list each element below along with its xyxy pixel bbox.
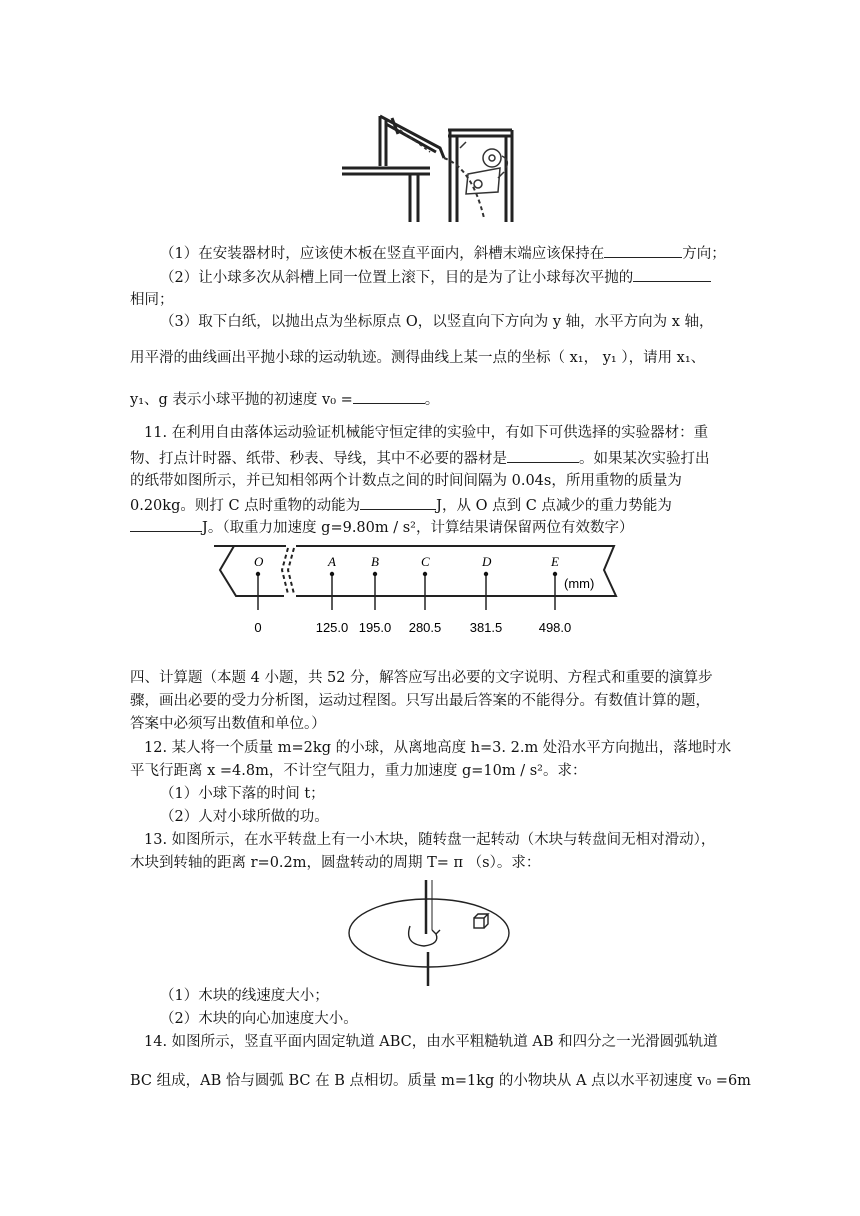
answer-blank[interactable] [130,516,202,532]
tape-point-dot [256,572,260,576]
q12-line2: 平飞行距离 x =4.8m，不计空气阻力，重力加速度 g=10m / s²。求： [130,763,587,779]
q10-sub2: （2）让小球多次从斜槽上同一位置上滚下，目的是为了让小球每次平抛的 [160,266,711,288]
q14-line1: 14. 如图所示，竖直平面内固定轨道 ABC，由水平粗糙轨道 AB 和四分之一光滑圆弧轨道 [144,1034,718,1050]
tape-value-label: 195.0 [358,620,392,635]
q14-line2: BC 组成，AB 恰与圆弧 BC 在 B 点相切。质量 m=1kg 的小物块从 A 点以水平初速度 v₀ =6m [130,1073,751,1089]
tape-point-dot [423,572,427,576]
tape-value-label: 381.5 [469,620,503,635]
projectile-apparatus-figure [340,108,560,238]
q13-line1: 13. 如图所示，在水平转盘上有一小木块，随转盘一起转动（木块与转盘间无相对滑动）， [144,832,716,848]
q12-line1: 12. 某人将一个质量 m=2kg 的小球，从离地高度 h=3. 2.m 处沿水平方向抛出，落地时水 [144,740,732,756]
tape-point-label: E [551,554,559,569]
section4-line1: 四、计算题（本题 4 小题，共 52 分，解答应写出必要的文字说明、方程式和重要的演算步 [130,670,713,686]
answer-blank[interactable] [360,494,436,510]
section4-line3: 答案中必须写出数值和单位。） [130,716,326,732]
tape-point-label: B [371,554,379,569]
q13-sub2: （2）木块的向心加速度大小。 [160,1011,358,1027]
answer-blank[interactable] [507,447,579,463]
q12-sub1: （1）小球下落的时间 t； [160,786,325,802]
tape-point-dot [330,572,334,576]
q10-sub3-line2: 用平滑的曲线画出平抛小球的运动轨迹。测得曲线上某一点的坐标（ x₁， y₁ ），请用 x₁、 [130,350,706,366]
answer-blank[interactable] [353,388,425,404]
q11-line2: 物、打点计时器、纸带、秒表、导线，其中不必要的器材是 。如果某次实验打出 [130,447,710,469]
q10-sub3-line1: （3）取下白纸，以抛出点为坐标原点 O，以竖直向下方向为 y 轴，水平方向为 x 轴， [160,314,714,330]
tape-point-label: A [328,554,336,569]
q11-line5: J。（取重力加速度 g=9.80m / s²，计算结果请保留两位有效数字） [130,516,634,538]
tape-point-label: D [482,554,492,569]
tape-value-label: 498.0 [538,620,572,635]
q13-line2: 木块到转轴的距离 r=0.2m，圆盘转动的周期 T= π （s）。求： [130,855,541,871]
paper-tape-figure [212,540,652,650]
answer-blank[interactable] [604,242,682,258]
q13-sub1: （1）木块的线速度大小； [160,988,329,1004]
q11-line1: 11. 在利用自由落体运动验证机械能守恒定律的实验中，有如下可供选择的实验器材：重 [144,425,709,441]
q10-sub2-cont: 相同； [130,292,174,308]
answer-blank[interactable] [633,266,711,282]
turntable-figure [344,878,514,988]
tape-value-label: 0 [254,620,262,635]
q10-sub1: （1）在安装器材时，应该使木板在竖直平面内，斜槽末端应该保持在 方向； [160,242,726,264]
q10-sub3-line3: y₁、g 表示小球平抛的初速度 v₀ = 。 [130,388,439,410]
q11-line3: 的纸带如图所示，并已知相邻两个计数点之间的时间间隔为 0.04s，所用重物的质量为 [130,473,682,489]
q11-line4: 0.20kg。则打 C 点时重物的动能为 J，从 O 点到 C 点减少的重力势能为 [130,494,672,516]
tape-point-label: O [254,554,264,569]
tape-point-dot [484,572,488,576]
tape-point-dot [373,572,377,576]
tape-point-dot [553,572,557,576]
tape-value-label: 280.5 [408,620,442,635]
tape-unit: (mm) [564,576,595,591]
tape-value-label: 125.0 [315,620,349,635]
tape-point-label: C [421,554,430,569]
q12-sub2: （2）人对小球所做的功。 [160,809,329,825]
section4-line2: 骤，画出必要的受力分析图，运动过程图。只写出最后答案的不能得分。有数值计算的题， [130,693,710,709]
